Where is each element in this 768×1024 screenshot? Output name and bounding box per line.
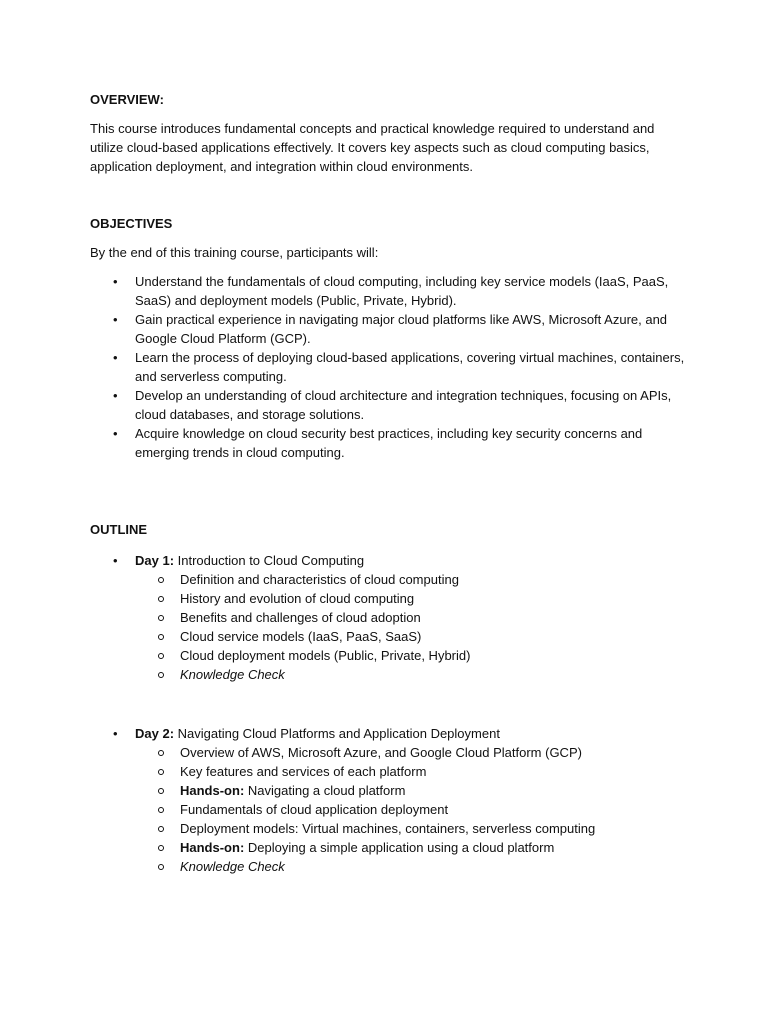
- objective-text: Acquire knowledge on cloud security best practices, including key security concerns and emerging trends in cloud computing.: [135, 426, 643, 460]
- day-2-topics: [135, 743, 690, 876]
- circle-bullet-icon: [158, 769, 164, 775]
- circle-bullet-icon: [158, 788, 164, 794]
- list-item: [135, 819, 690, 838]
- list-item: [135, 743, 690, 762]
- list-item: [135, 665, 690, 684]
- list-item: [135, 570, 690, 589]
- bullet-icon: •: [113, 274, 118, 289]
- objective-text: Learn the process of deploying cloud-based applications, covering virtual machines, containers, and serverless computing.: [135, 350, 685, 384]
- bullet-icon: •: [113, 553, 118, 568]
- circle-bullet-icon: [158, 634, 164, 640]
- day-title: Navigating Cloud Platforms and Application Deployment: [174, 726, 500, 741]
- bullet-icon: •: [113, 726, 118, 741]
- overview-heading: OVERVIEW:: [90, 92, 164, 107]
- outline-heading: OUTLINE: [90, 522, 148, 537]
- hands-on-label: Hands-on:: [180, 783, 245, 798]
- topic-text: Definition and characteristics of cloud computing: [180, 572, 459, 587]
- circle-bullet-icon: [158, 864, 164, 870]
- list-item: [135, 800, 690, 819]
- topic-text: Cloud service models (IaaS, PaaS, SaaS): [180, 629, 422, 644]
- circle-bullet-icon: [158, 807, 164, 813]
- list-item: [135, 781, 690, 800]
- bullet-icon: •: [113, 312, 118, 327]
- topic-text: Deployment models: Virtual machines, containers, serverless computing: [180, 821, 596, 836]
- circle-bullet-icon: [158, 596, 164, 602]
- objectives-list: [90, 272, 690, 462]
- objective-text: Develop an understanding of cloud architecture and integration techniques, focusing on APIs, cloud databases, and storage solutions.: [135, 388, 672, 422]
- hands-on-label: Hands-on:: [180, 840, 245, 855]
- document-page: [90, 90, 690, 876]
- overview-text: This course introduces fundamental concepts and practical knowledge required to understand and utilize cloud-based applications effectively. It covers key aspects such as cloud computing basics, application deployment, and integration within cloud environments.: [90, 121, 655, 174]
- knowledge-check-text: Knowledge Check: [180, 859, 285, 874]
- list-item: [135, 627, 690, 646]
- list-item: [135, 838, 690, 857]
- circle-bullet-icon: [158, 577, 164, 583]
- topic-text: History and evolution of cloud computing: [180, 591, 415, 606]
- circle-bullet-icon: [158, 615, 164, 621]
- list-item: [135, 646, 690, 665]
- circle-bullet-icon: [158, 845, 164, 851]
- day-label: Day 1:: [135, 553, 175, 568]
- bullet-icon: •: [113, 350, 118, 365]
- list-item: [90, 272, 690, 310]
- objectives-intro: By the end of this training course, participants will:: [90, 245, 379, 260]
- topic-text: Benefits and challenges of cloud adoption: [180, 610, 421, 625]
- list-item: [90, 310, 690, 348]
- topic-text: Overview of AWS, Microsoft Azure, and Google Cloud Platform (GCP): [180, 745, 582, 760]
- day-label: Day 2:: [135, 726, 175, 741]
- topic-text: Navigating a cloud platform: [244, 783, 406, 798]
- circle-bullet-icon: [158, 672, 164, 678]
- day-title: Introduction to Cloud Computing: [174, 553, 365, 568]
- list-item: [90, 551, 690, 570]
- day-1-topics: [135, 570, 690, 684]
- list-item: [90, 348, 690, 386]
- list-item: [135, 589, 690, 608]
- topic-text: Key features and services of each platform: [180, 764, 427, 779]
- objective-text: Understand the fundamentals of cloud computing, including key service models (IaaS, PaaS, SaaS) and deployment models (Public, Private, Hybrid).: [135, 274, 669, 308]
- objective-text: Gain practical experience in navigating major cloud platforms like AWS, Microsoft Azure, and Google Cloud Platform (GCP).: [135, 312, 668, 346]
- list-item: [90, 386, 690, 424]
- list-item: [135, 762, 690, 781]
- bullet-icon: •: [113, 426, 118, 441]
- list-item: [135, 857, 690, 876]
- topic-text: Deploying a simple application using a cloud platform: [244, 840, 555, 855]
- objectives-heading: OBJECTIVES: [90, 216, 173, 231]
- circle-bullet-icon: [158, 826, 164, 832]
- circle-bullet-icon: [158, 750, 164, 756]
- list-item: [90, 424, 690, 462]
- knowledge-check-text: Knowledge Check: [180, 667, 285, 682]
- bullet-icon: •: [113, 388, 118, 403]
- topic-text: Fundamentals of cloud application deployment: [180, 802, 449, 817]
- list-item: [90, 724, 690, 743]
- outline-day-2: [90, 724, 690, 743]
- list-item: [135, 608, 690, 627]
- topic-text: Cloud deployment models (Public, Private, Hybrid): [180, 648, 471, 663]
- circle-bullet-icon: [158, 653, 164, 659]
- outline-day-1: [90, 551, 690, 570]
